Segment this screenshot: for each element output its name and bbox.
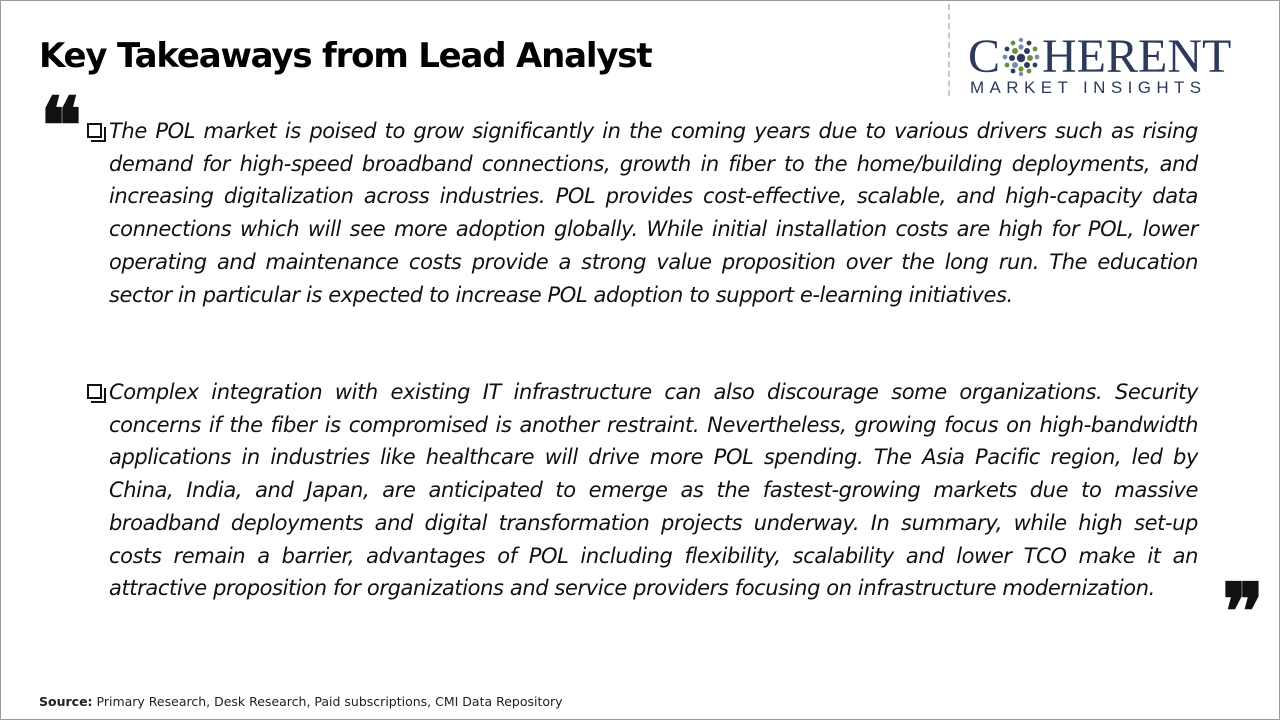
checkbox-bullet-icon (87, 384, 102, 399)
takeaway-item (86, 115, 1198, 311)
logo-tagline: MARKET INSIGHTS (970, 78, 1207, 97)
source-label: Source: (39, 694, 93, 709)
takeaway-item (86, 376, 1198, 605)
takeaway-text: Complex integration with existing IT infrastructure can also discourage some organizations. Security concerns if the fiber is compromised is another restraint. Nevertheless, growing focus on high-bandwidth applications in industries like healthcare will drive more POL spending. The Asia Pacific region, led by China, India, and Japan, are anticipated to emerge as the fastest-growing markets due to massive broadband deployments and digital transformation projects underway. In summary, while high set-up costs remain a barrier, advantages of POL including flexibility, scalability and lower TCO make it an attractive proposition for organizations and service providers focusing on infrastructure modernization. (109, 380, 1198, 601)
header-divider (948, 4, 950, 96)
close-quote-icon: ❞ (1222, 567, 1264, 658)
logo-letters-rest: HERENT (1042, 30, 1232, 83)
checkbox-bullet-icon (87, 123, 102, 138)
takeaway-text: The POL market is poised to grow significantly in the coming years due to various drivers such as rising demand for high-speed broadband connections, growth in fiber to the home/building deployments, and increasing digitalization across industries. POL provides cost-effective, scalable, and high-capacity data connections which will see more adoption globally. While initial installation costs are high for POL, lower operating and maintenance costs provide a strong value proposition over the long run. The education sector in particular is expected to increase POL adoption to support e-learning initiatives. (109, 119, 1198, 307)
company-logo (968, 30, 1260, 101)
source-note (39, 694, 563, 709)
open-quote-icon: ❝ (40, 81, 82, 172)
logo-letter-c: C (968, 30, 1001, 83)
page-title: Key Takeaways from Lead Analyst (39, 36, 652, 76)
logo-wordmark (968, 30, 1232, 83)
source-text: Primary Research, Desk Research, Paid subscriptions, CMI Data Repository (92, 694, 563, 709)
logo-globe-icon (1001, 36, 1041, 78)
